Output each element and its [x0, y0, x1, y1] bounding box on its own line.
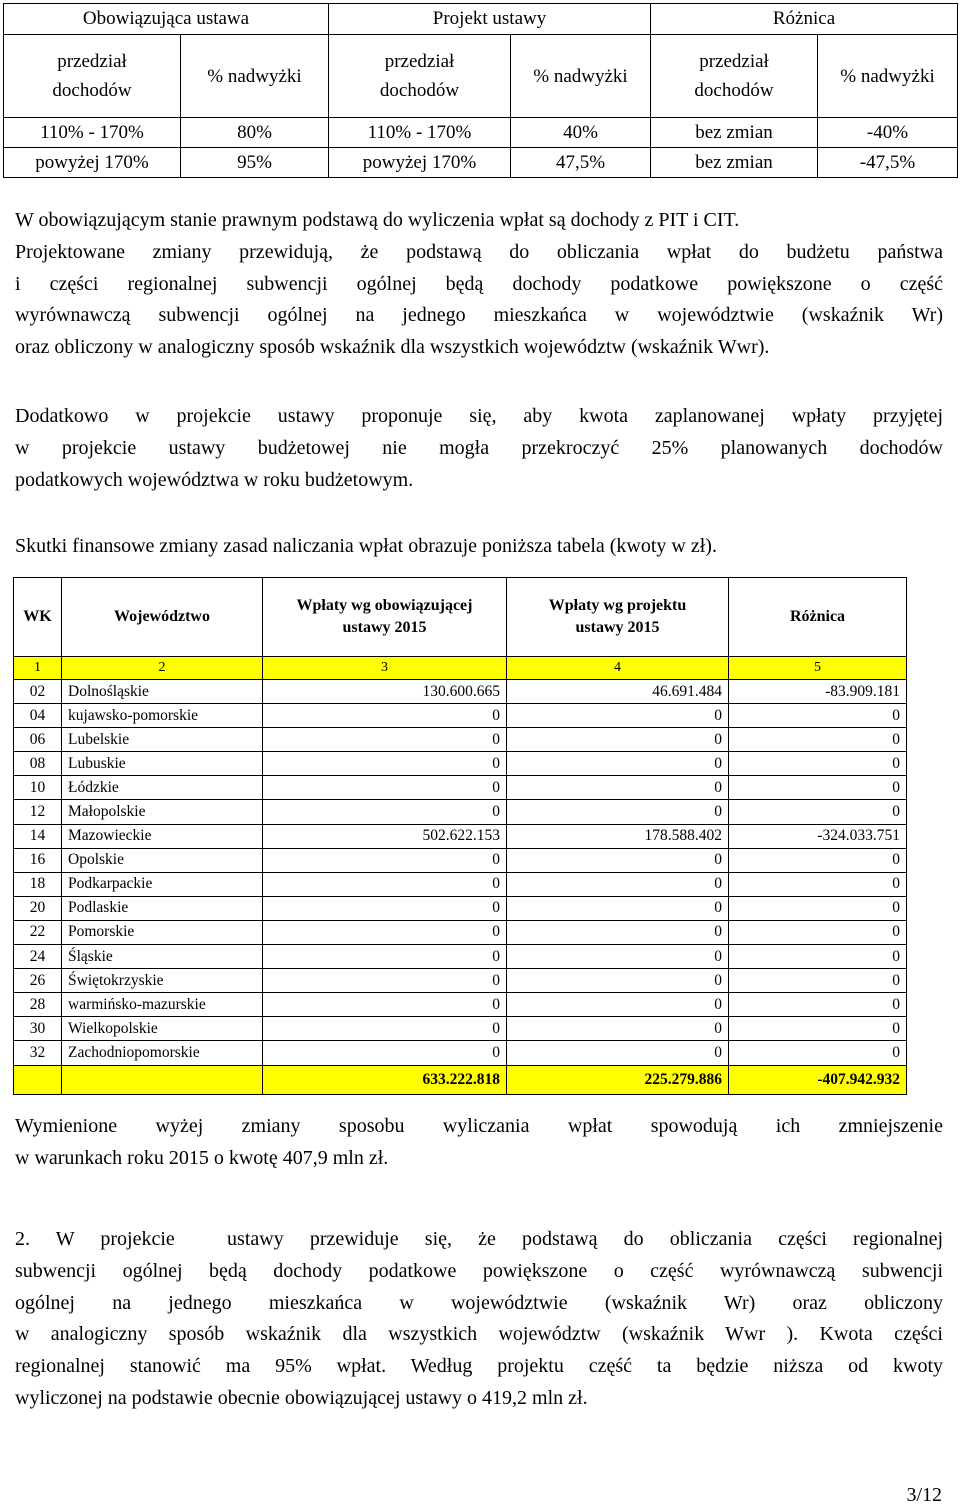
voivodeship-code: 06 [14, 728, 62, 752]
difference: 0 [729, 872, 907, 896]
table-cell: 95% [181, 148, 329, 178]
payment-current: 0 [263, 848, 507, 872]
column-number: 3 [263, 657, 507, 680]
total-cell: 225.279.886 [507, 1065, 729, 1094]
payment-current: 0 [263, 920, 507, 944]
text-line: regionalnej stanowić ma 95% wpłat. Według projektu część ta będzie niższa od kwoty [15, 1355, 943, 1378]
table-cell: 80% [181, 118, 329, 148]
payment-project: 0 [507, 728, 729, 752]
voivodeship-name: Lubuskie [62, 752, 263, 776]
difference: 0 [729, 752, 907, 776]
text-line: ogólnej na jednego mieszkańca w województwie (wskaźnik Wr) oraz obliczony [15, 1291, 943, 1314]
text-line: i części regionalnej subwencji ogólnej będą dochody podatkowe powiększone o część [15, 272, 943, 295]
payment-project: 178.588.402 [507, 824, 729, 848]
text-line: Projektowane zmiany przewidują, że podstawą do obliczania wpłat do budżetu państwa [15, 240, 943, 263]
payment-project: 0 [507, 704, 729, 728]
difference: 0 [729, 896, 907, 920]
column-header: Wpłaty wg obowiązującej ustawy 2015 [263, 578, 507, 657]
difference: 0 [729, 1041, 907, 1065]
text-line: oraz obliczony w analogiczny sposób wskaźnik dla wszystkich województw (wskaźnik Wwr). [15, 336, 770, 359]
column-header: % nadwyżki [181, 35, 329, 118]
payment-project: 0 [507, 752, 729, 776]
paragraph-summary [15, 1111, 943, 1175]
payment-current: 0 [263, 945, 507, 969]
voivodeship-name: Podkarpackie [62, 872, 263, 896]
column-header: Województwo [62, 578, 263, 657]
column-number: 5 [729, 657, 907, 680]
difference: 0 [729, 945, 907, 969]
payment-current: 0 [263, 776, 507, 800]
voivodeship-code: 18 [14, 872, 62, 896]
voivodeship-name: Wielkopolskie [62, 1017, 263, 1041]
total-cell: -407.942.932 [729, 1065, 907, 1094]
voivodeship-name: Lubelskie [62, 728, 263, 752]
column-number: 2 [62, 657, 263, 680]
table-cell: -40% [818, 118, 958, 148]
paragraph-additional [15, 401, 943, 496]
table-header-row [14, 578, 907, 657]
voivodeship-code: 26 [14, 969, 62, 993]
table-cell [14, 1065, 62, 1094]
text-line: w analogiczny sposób wskaźnik dla wszystkich województw (wskaźnik Wwr ). Kwota części [15, 1323, 943, 1346]
voivodeship-payments-table [13, 577, 907, 1095]
text-line: Wymienione wyżej zmiany sposobu wyliczania wpłat spowodują ich zmniejszenie [15, 1115, 943, 1137]
table-cell [62, 1065, 263, 1094]
voivodeship-name: Łódzkie [62, 776, 263, 800]
table-row [14, 1041, 907, 1065]
paragraph-current-law [15, 205, 943, 364]
table-row [14, 704, 907, 728]
page-number: 3/12 [906, 1484, 942, 1506]
group-header: Różnica [651, 4, 958, 35]
voivodeship-code: 02 [14, 680, 62, 704]
voivodeship-code: 14 [14, 824, 62, 848]
table-row [14, 776, 907, 800]
text-line: w projekcie ustawy budżetowej nie mogła przekroczyć 25% planowanych dochodów [15, 436, 943, 459]
payment-project: 0 [507, 993, 729, 1017]
group-header: Obowiązująca ustawa [4, 4, 329, 35]
voivodeship-name: Dolnośląskie [62, 680, 263, 704]
voivodeship-code: 20 [14, 896, 62, 920]
paragraph-point-2 [15, 1224, 943, 1415]
table-cell: 110% - 170% [329, 118, 511, 148]
table-cell: 47,5% [511, 148, 651, 178]
table-row [4, 118, 958, 148]
table-row [14, 945, 907, 969]
table-row [14, 1017, 907, 1041]
voivodeship-code: 10 [14, 776, 62, 800]
table-row [4, 148, 958, 178]
text-line: w warunkach roku 2015 o kwotę 407,9 mln zł. [15, 1146, 389, 1169]
text-line: 2. W projekcie ustawy przewiduje się, że podstawą do obliczania części regionalnej [15, 1228, 943, 1250]
voivodeship-name: warmińsko-mazurskie [62, 993, 263, 1017]
payment-current: 0 [263, 896, 507, 920]
difference: 0 [729, 728, 907, 752]
payment-current: 130.600.665 [263, 680, 507, 704]
column-number-row [14, 657, 907, 680]
text-line: podatkowych województwa w roku budżetowym. [15, 468, 414, 491]
table-cell: powyżej 170% [329, 148, 511, 178]
table-cell: 40% [511, 118, 651, 148]
voivodeship-code: 30 [14, 1017, 62, 1041]
payment-current: 0 [263, 800, 507, 824]
table-row [14, 920, 907, 944]
voivodeship-code: 28 [14, 993, 62, 1017]
column-header: Różnica [729, 578, 907, 657]
voivodeship-code: 04 [14, 704, 62, 728]
payment-project: 0 [507, 896, 729, 920]
table-cell: bez zmian [651, 148, 818, 178]
column-header: WK [14, 578, 62, 657]
table-cell: powyżej 170% [4, 148, 181, 178]
payment-current: 502.622.153 [263, 824, 507, 848]
table-row [14, 896, 907, 920]
text-line: subwencji ogólnej będą dochody podatkowe powiększone o część wyrównawczą subwencji [15, 1259, 943, 1282]
voivodeship-code: 22 [14, 920, 62, 944]
column-header: % nadwyżki [818, 35, 958, 118]
text-line: Skutki finansowe zmiany zasad naliczania wpłat obrazuje poniższa tabela (kwoty w zł). [15, 535, 717, 557]
table-row [14, 824, 907, 848]
difference: -83.909.181 [729, 680, 907, 704]
payment-current: 0 [263, 1017, 507, 1041]
column-number: 4 [507, 657, 729, 680]
payment-project: 0 [507, 945, 729, 969]
voivodeship-name: Zachodniopomorskie [62, 1041, 263, 1065]
column-header: przedział dochodów [651, 35, 818, 118]
column-header: % nadwyżki [511, 35, 651, 118]
payment-project: 0 [507, 969, 729, 993]
group-header: Projekt ustawy [329, 4, 651, 35]
payment-current: 0 [263, 872, 507, 896]
difference: 0 [729, 993, 907, 1017]
payment-project: 0 [507, 920, 729, 944]
payment-current: 0 [263, 993, 507, 1017]
voivodeship-name: Świętokrzyskie [62, 969, 263, 993]
voivodeship-name: kujawsko-pomorskie [62, 704, 263, 728]
payment-current: 0 [263, 752, 507, 776]
voivodeship-code: 32 [14, 1041, 62, 1065]
difference: 0 [729, 848, 907, 872]
difference: -324.033.751 [729, 824, 907, 848]
table-cell: bez zmian [651, 118, 818, 148]
text-line: Dodatkowo w projekcie ustawy proponuje się, aby kwota zaplanowanej wpłaty przyjętej [15, 405, 943, 427]
table-row [14, 993, 907, 1017]
total-cell: 633.222.818 [263, 1065, 507, 1094]
text-line: wyrównawczą subwencji ogólnej na jednego mieszkańca w województwie (wskaźnik Wr) [15, 304, 943, 327]
payment-project: 0 [507, 848, 729, 872]
table-row [14, 848, 907, 872]
voivodeship-name: Pomorskie [62, 920, 263, 944]
voivodeship-name: Opolskie [62, 848, 263, 872]
text-line: wyliczonej na podstawie obecnie obowiązującej ustawy o 419,2 mln zł. [15, 1386, 588, 1409]
totals-row [14, 1065, 907, 1094]
column-header: przedział dochodów [329, 35, 511, 118]
voivodeship-code: 24 [14, 945, 62, 969]
text-line: W obowiązującym stanie prawnym podstawą do wyliczenia wpłat są dochody z PIT i CIT. [15, 209, 740, 231]
table-row [14, 800, 907, 824]
voivodeship-name: Śląskie [62, 945, 263, 969]
table-row [14, 969, 907, 993]
payment-project: 0 [507, 800, 729, 824]
income-threshold-table [3, 3, 958, 178]
payment-project: 0 [507, 776, 729, 800]
paragraph-table-intro [15, 531, 943, 563]
table-row [14, 680, 907, 704]
difference: 0 [729, 800, 907, 824]
voivodeship-code: 16 [14, 848, 62, 872]
payment-project: 46.691.484 [507, 680, 729, 704]
payment-project: 0 [507, 1017, 729, 1041]
column-number: 1 [14, 657, 62, 680]
payment-current: 0 [263, 1041, 507, 1065]
difference: 0 [729, 776, 907, 800]
column-header: Wpłaty wg projektu ustawy 2015 [507, 578, 729, 657]
difference: 0 [729, 1017, 907, 1041]
difference: 0 [729, 920, 907, 944]
payment-current: 0 [263, 728, 507, 752]
table-row [14, 752, 907, 776]
voivodeship-name: Małopolskie [62, 800, 263, 824]
voivodeship-code: 12 [14, 800, 62, 824]
payment-current: 0 [263, 969, 507, 993]
table-row [14, 728, 907, 752]
payment-project: 0 [507, 1041, 729, 1065]
table-subheader-row [4, 35, 958, 118]
payment-project: 0 [507, 872, 729, 896]
voivodeship-name: Podlaskie [62, 896, 263, 920]
table-row [14, 872, 907, 896]
voivodeship-code: 08 [14, 752, 62, 776]
table-cell: -47,5% [818, 148, 958, 178]
difference: 0 [729, 969, 907, 993]
payment-current: 0 [263, 704, 507, 728]
table-header-row [4, 4, 958, 35]
table-cell: 110% - 170% [4, 118, 181, 148]
column-header: przedział dochodów [4, 35, 181, 118]
difference: 0 [729, 704, 907, 728]
voivodeship-name: Mazowieckie [62, 824, 263, 848]
